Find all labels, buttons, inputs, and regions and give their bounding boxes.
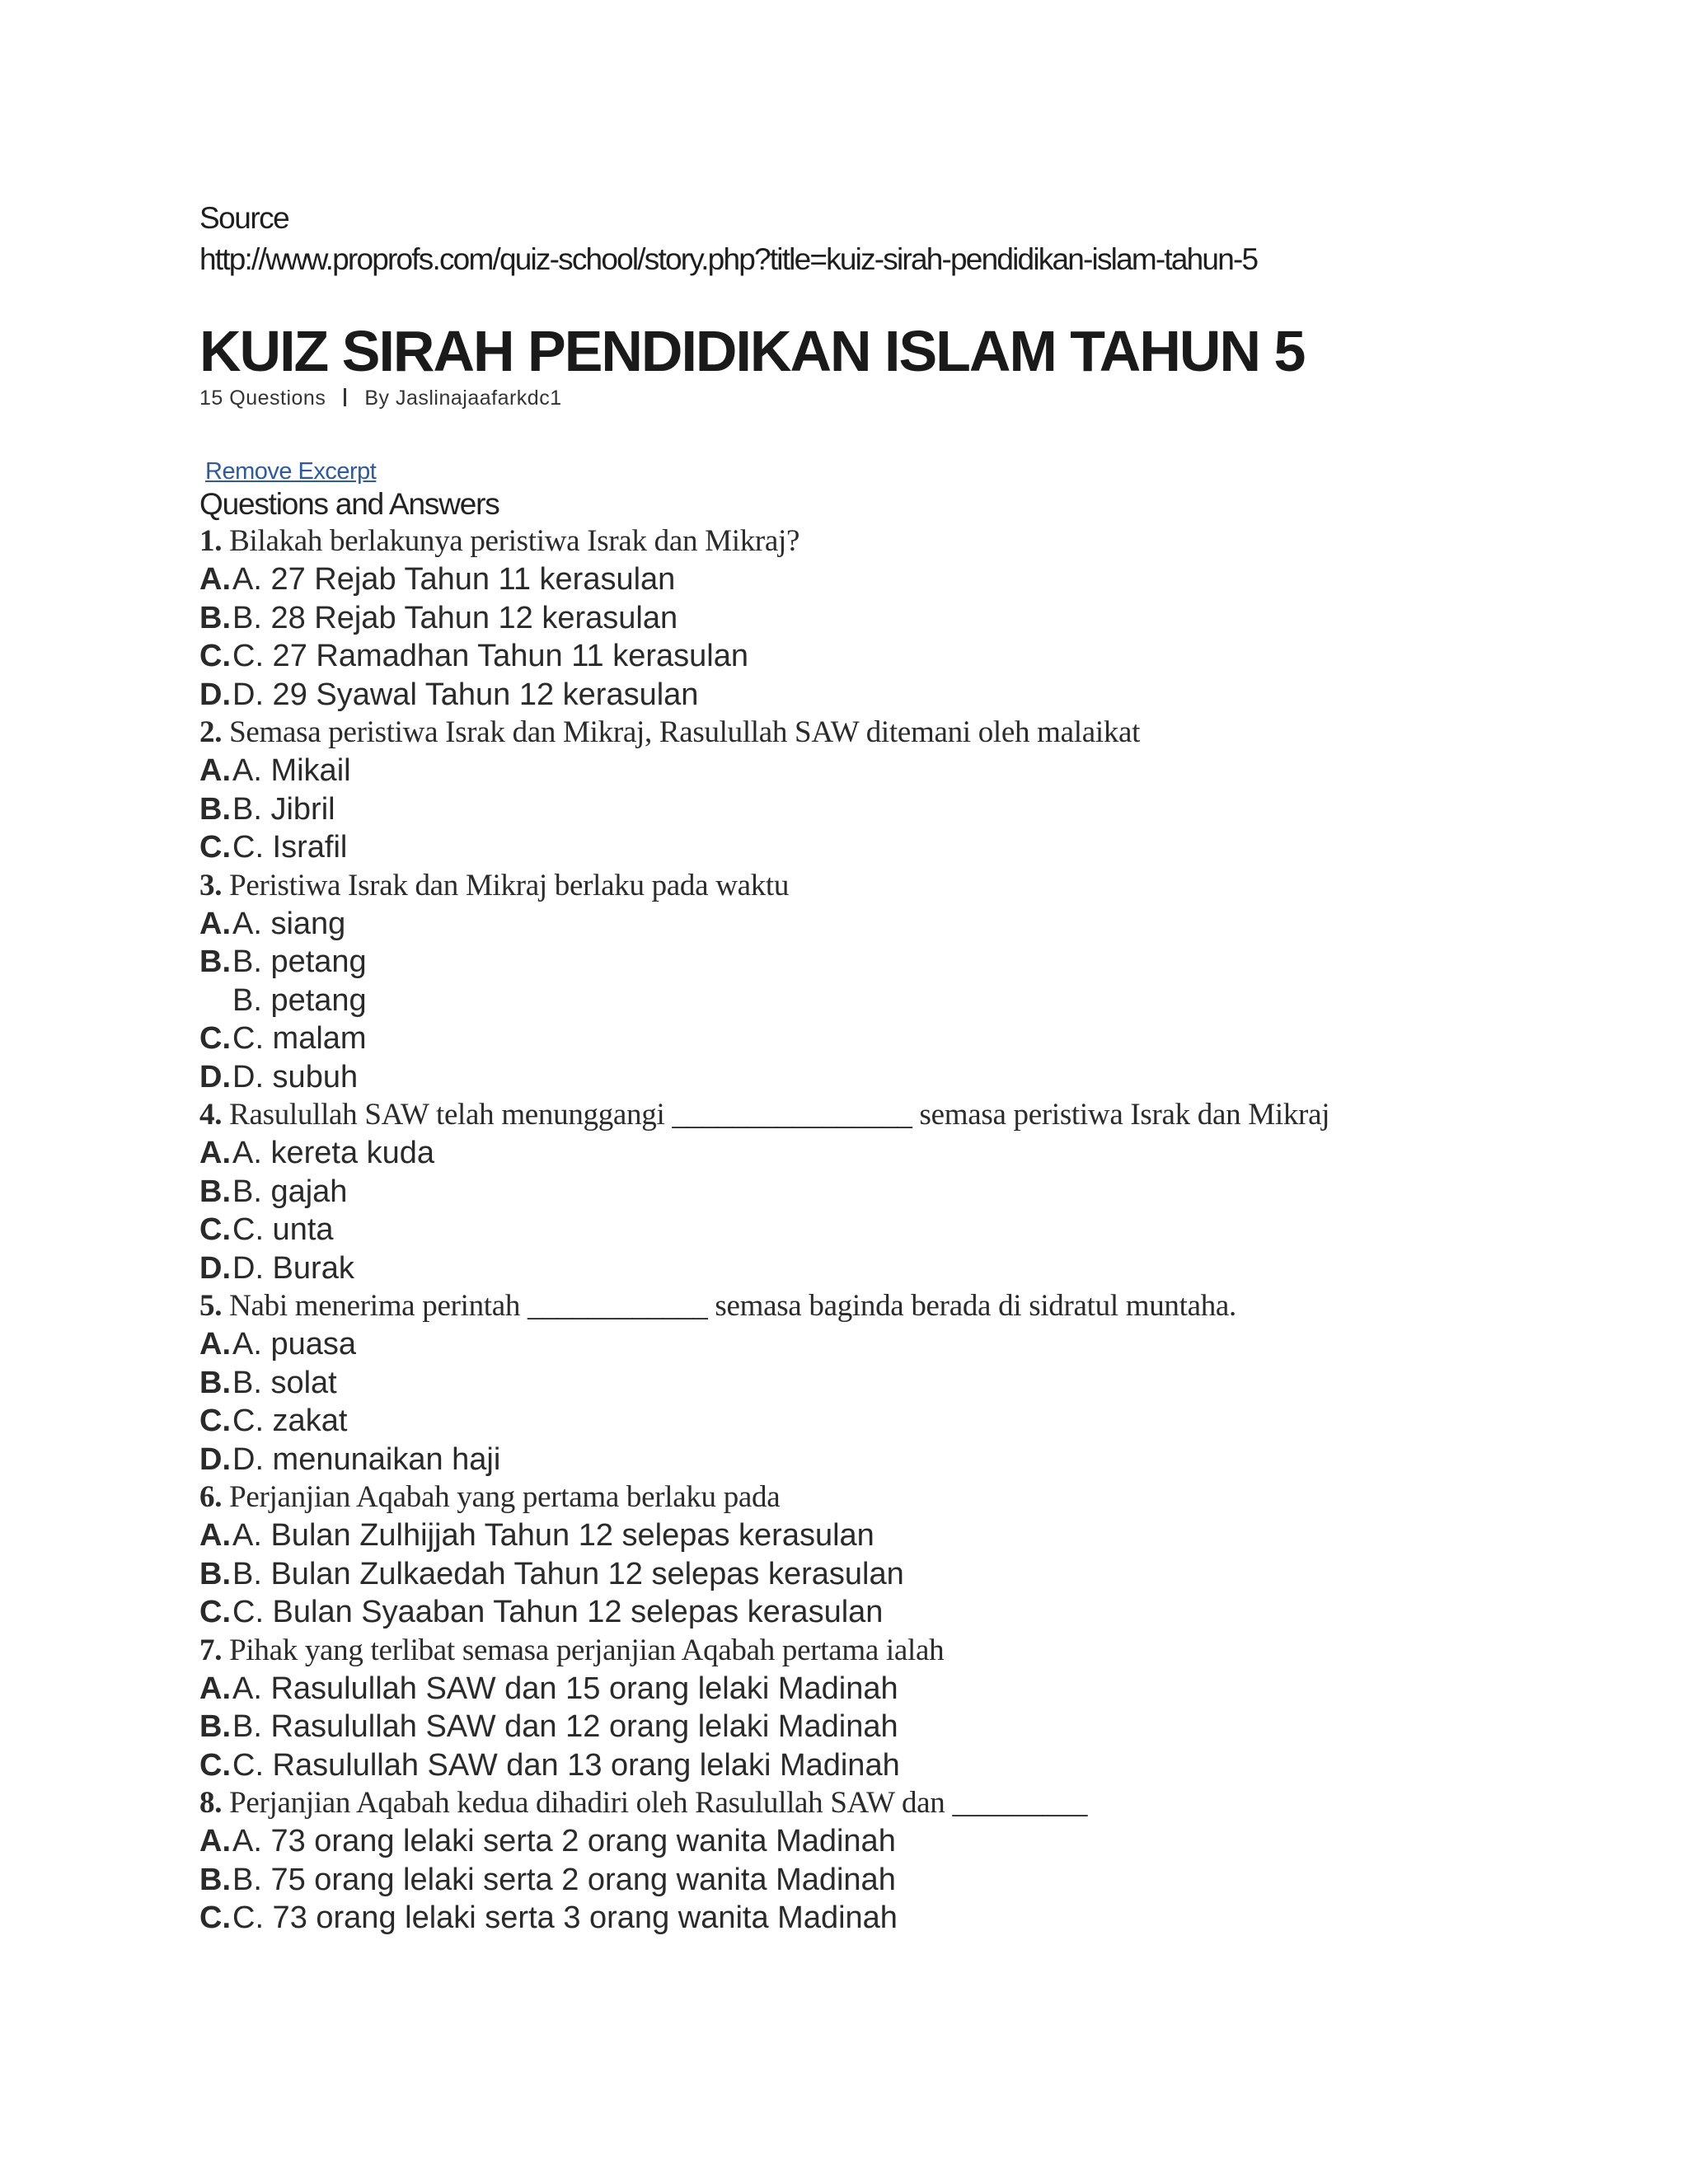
option-letter: D. — [199, 677, 231, 712]
option-letter: B. — [199, 600, 231, 635]
document-page — [199, 198, 1650, 1938]
question-7 — [199, 1632, 1650, 1670]
option-text: C. Israfil — [232, 830, 348, 865]
answer-option — [199, 790, 1650, 829]
answer-option — [199, 1364, 1650, 1403]
question-text: Semasa peristiwa Israk dan Mikraj, Rasulullah SAW ditemani oleh malaikat — [229, 715, 1141, 749]
option-text: A. Rasulullah SAW dan 15 orang lelaki Madinah — [232, 1671, 898, 1706]
option-text: C. 27 Ramadhan Tahun 11 kerasulan — [232, 639, 749, 673]
remove-excerpt-link[interactable]: Remove Excerpt — [205, 458, 377, 485]
option-text: D. menunaikan haji — [232, 1441, 501, 1477]
option-text: A. kereta kuda — [232, 1136, 435, 1170]
question-6 — [199, 1479, 1650, 1516]
source-url: http://www.proprofs.com/quiz-school/story.php?title=kuiz-sirah-pendidikan-islam-tahun-5 — [199, 242, 1258, 276]
questions-and-answers-heading: Questions and Answers — [199, 487, 499, 521]
question-number: 5. — [199, 1289, 223, 1323]
answer-option — [199, 943, 1650, 982]
answer-option — [199, 1708, 1650, 1746]
option-letter: C. — [199, 1404, 231, 1438]
option-text: C. Bulan Syaaban Tahun 12 selepas kerasulan — [232, 1595, 884, 1629]
question-text: Perjanjian Aqabah yang pertama berlaku pada — [229, 1480, 781, 1514]
option-text: B. solat — [232, 1365, 337, 1400]
option-letter: C. — [199, 1212, 231, 1247]
answer-option — [199, 1555, 1650, 1594]
option-text: B. Jibril — [232, 791, 335, 827]
question-number: 6. — [199, 1480, 223, 1514]
question-number: 2. — [199, 715, 223, 749]
option-text: B. petang — [232, 982, 367, 1018]
option-text: A. siang — [232, 906, 346, 941]
option-text: A. puasa — [232, 1327, 356, 1361]
answer-option — [199, 752, 1650, 790]
option-text: B. Bulan Zulkaedah Tahun 12 selepas kerasulan — [232, 1556, 904, 1591]
question-number: 3. — [199, 868, 223, 902]
option-text: B. Rasulullah SAW dan 12 orang lelaki Madinah — [232, 1709, 898, 1744]
question-text: Pihak yang terlibat semasa perjanjian Aqabah pertama ialah — [229, 1633, 945, 1667]
option-text: A. 27 Rejab Tahun 11 kerasulan — [232, 562, 676, 597]
option-letter: B. — [199, 1365, 231, 1400]
answer-option — [199, 1746, 1650, 1785]
option-letter: B. — [199, 944, 231, 979]
option-text: A. 73 orang lelaki serta 2 orang wanita Madinah — [232, 1824, 896, 1858]
question-number: 1. — [199, 524, 223, 558]
meta-separator — [344, 388, 346, 406]
question-text: Bilakah berlakunya peristiwa Israk dan Mikraj? — [229, 524, 800, 558]
question-number: 8. — [199, 1786, 223, 1820]
answer-option — [199, 1861, 1650, 1900]
answer-option — [199, 828, 1650, 867]
option-text: D. Burak — [232, 1250, 354, 1286]
question-1 — [199, 523, 1650, 560]
option-letter: A. — [199, 562, 231, 597]
source-label: Source — [199, 201, 289, 235]
question-number: 4. — [199, 1098, 223, 1132]
answer-option — [199, 905, 1650, 944]
answer-option — [199, 1211, 1650, 1249]
option-letter: A. — [199, 1824, 231, 1858]
option-letter: A. — [199, 753, 231, 788]
answer-option — [199, 637, 1650, 676]
question-text: Nabi menerima perintah ____________ semasa baginda berada di sidratul muntaha. — [229, 1289, 1237, 1323]
option-text: A. Bulan Zulhijjah Tahun 12 selepas kerasulan — [232, 1518, 874, 1553]
option-text: B. 75 orang lelaki serta 2 orang wanita Madinah — [232, 1862, 896, 1897]
option-letter: B. — [199, 1862, 231, 1897]
option-text: C. 73 orang lelaki serta 3 orang wanita Madinah — [232, 1900, 898, 1935]
option-text: D. subuh — [232, 1059, 359, 1094]
question-text: Perjanjian Aqabah kedua dihadiri oleh Rasulullah SAW dan _________ — [229, 1786, 1088, 1820]
option-letter: A. — [199, 1136, 231, 1170]
option-letter: D. — [199, 1059, 231, 1094]
option-letter: B. — [199, 1174, 231, 1209]
answer-option — [199, 1822, 1650, 1861]
answer-option — [199, 1441, 1650, 1479]
quiz-author: By Jaslinajaafarkdc1 — [364, 387, 562, 410]
option-letter: B. — [199, 791, 231, 827]
answer-option — [199, 1134, 1650, 1173]
question-4 — [199, 1096, 1650, 1134]
option-letter: C. — [199, 1595, 231, 1629]
option-letter: A. — [199, 1518, 231, 1553]
option-text: B. gajah — [232, 1174, 348, 1209]
question-list — [199, 523, 1650, 1938]
question-3 — [199, 867, 1650, 905]
option-text: C. zakat — [232, 1404, 348, 1438]
answer-option — [199, 1402, 1650, 1441]
answer-option — [199, 1899, 1650, 1938]
answer-option — [199, 1019, 1650, 1058]
option-text: A. Mikail — [232, 753, 351, 788]
quiz-title: KUIZ SIRAH PENDIDIKAN ISLAM TAHUN 5 — [199, 319, 1305, 383]
answer-option — [199, 1516, 1650, 1555]
answer-option — [199, 560, 1650, 599]
question-text: Rasulullah SAW telah menunggangi ________________ semasa peristiwa Israk dan Mikraj — [229, 1098, 1330, 1132]
option-letter: D. — [199, 1250, 231, 1286]
option-letter: C. — [199, 830, 231, 865]
answer-option — [199, 599, 1650, 638]
option-text: D. 29 Syawal Tahun 12 kerasulan — [232, 677, 699, 712]
option-text: C. malam — [232, 1021, 367, 1056]
option-letter: A. — [199, 1671, 231, 1706]
answer-option — [199, 1325, 1650, 1364]
option-letter: C. — [199, 1900, 231, 1935]
option-letter: C. — [199, 1747, 231, 1783]
answer-option — [199, 1058, 1650, 1097]
quiz-meta — [199, 384, 1650, 412]
option-letter: B. — [199, 1556, 231, 1591]
answer-option — [199, 982, 1650, 1020]
option-text: B. 28 Rejab Tahun 12 kerasulan — [232, 600, 678, 635]
option-letter: B. — [199, 1709, 231, 1744]
option-letter: C. — [199, 639, 231, 673]
answer-option — [199, 676, 1650, 715]
question-count: 15 Questions — [199, 387, 326, 410]
answer-option — [199, 1593, 1650, 1632]
question-text: Peristiwa Israk dan Mikraj berlaku pada waktu — [229, 868, 790, 902]
option-text: B. petang — [232, 944, 367, 979]
option-letter: D. — [199, 1441, 231, 1477]
option-letter: A. — [199, 906, 231, 941]
question-2 — [199, 714, 1650, 752]
option-letter: A. — [199, 1327, 231, 1361]
question-5 — [199, 1287, 1650, 1325]
answer-option — [199, 1173, 1650, 1212]
question-number: 7. — [199, 1633, 223, 1667]
answer-option — [199, 1249, 1650, 1288]
option-letter: C. — [199, 1021, 231, 1056]
option-text: C. unta — [232, 1212, 334, 1247]
option-text: C. Rasulullah SAW dan 13 orang lelaki Madinah — [232, 1747, 900, 1783]
answer-option — [199, 1670, 1650, 1708]
question-8 — [199, 1784, 1650, 1822]
